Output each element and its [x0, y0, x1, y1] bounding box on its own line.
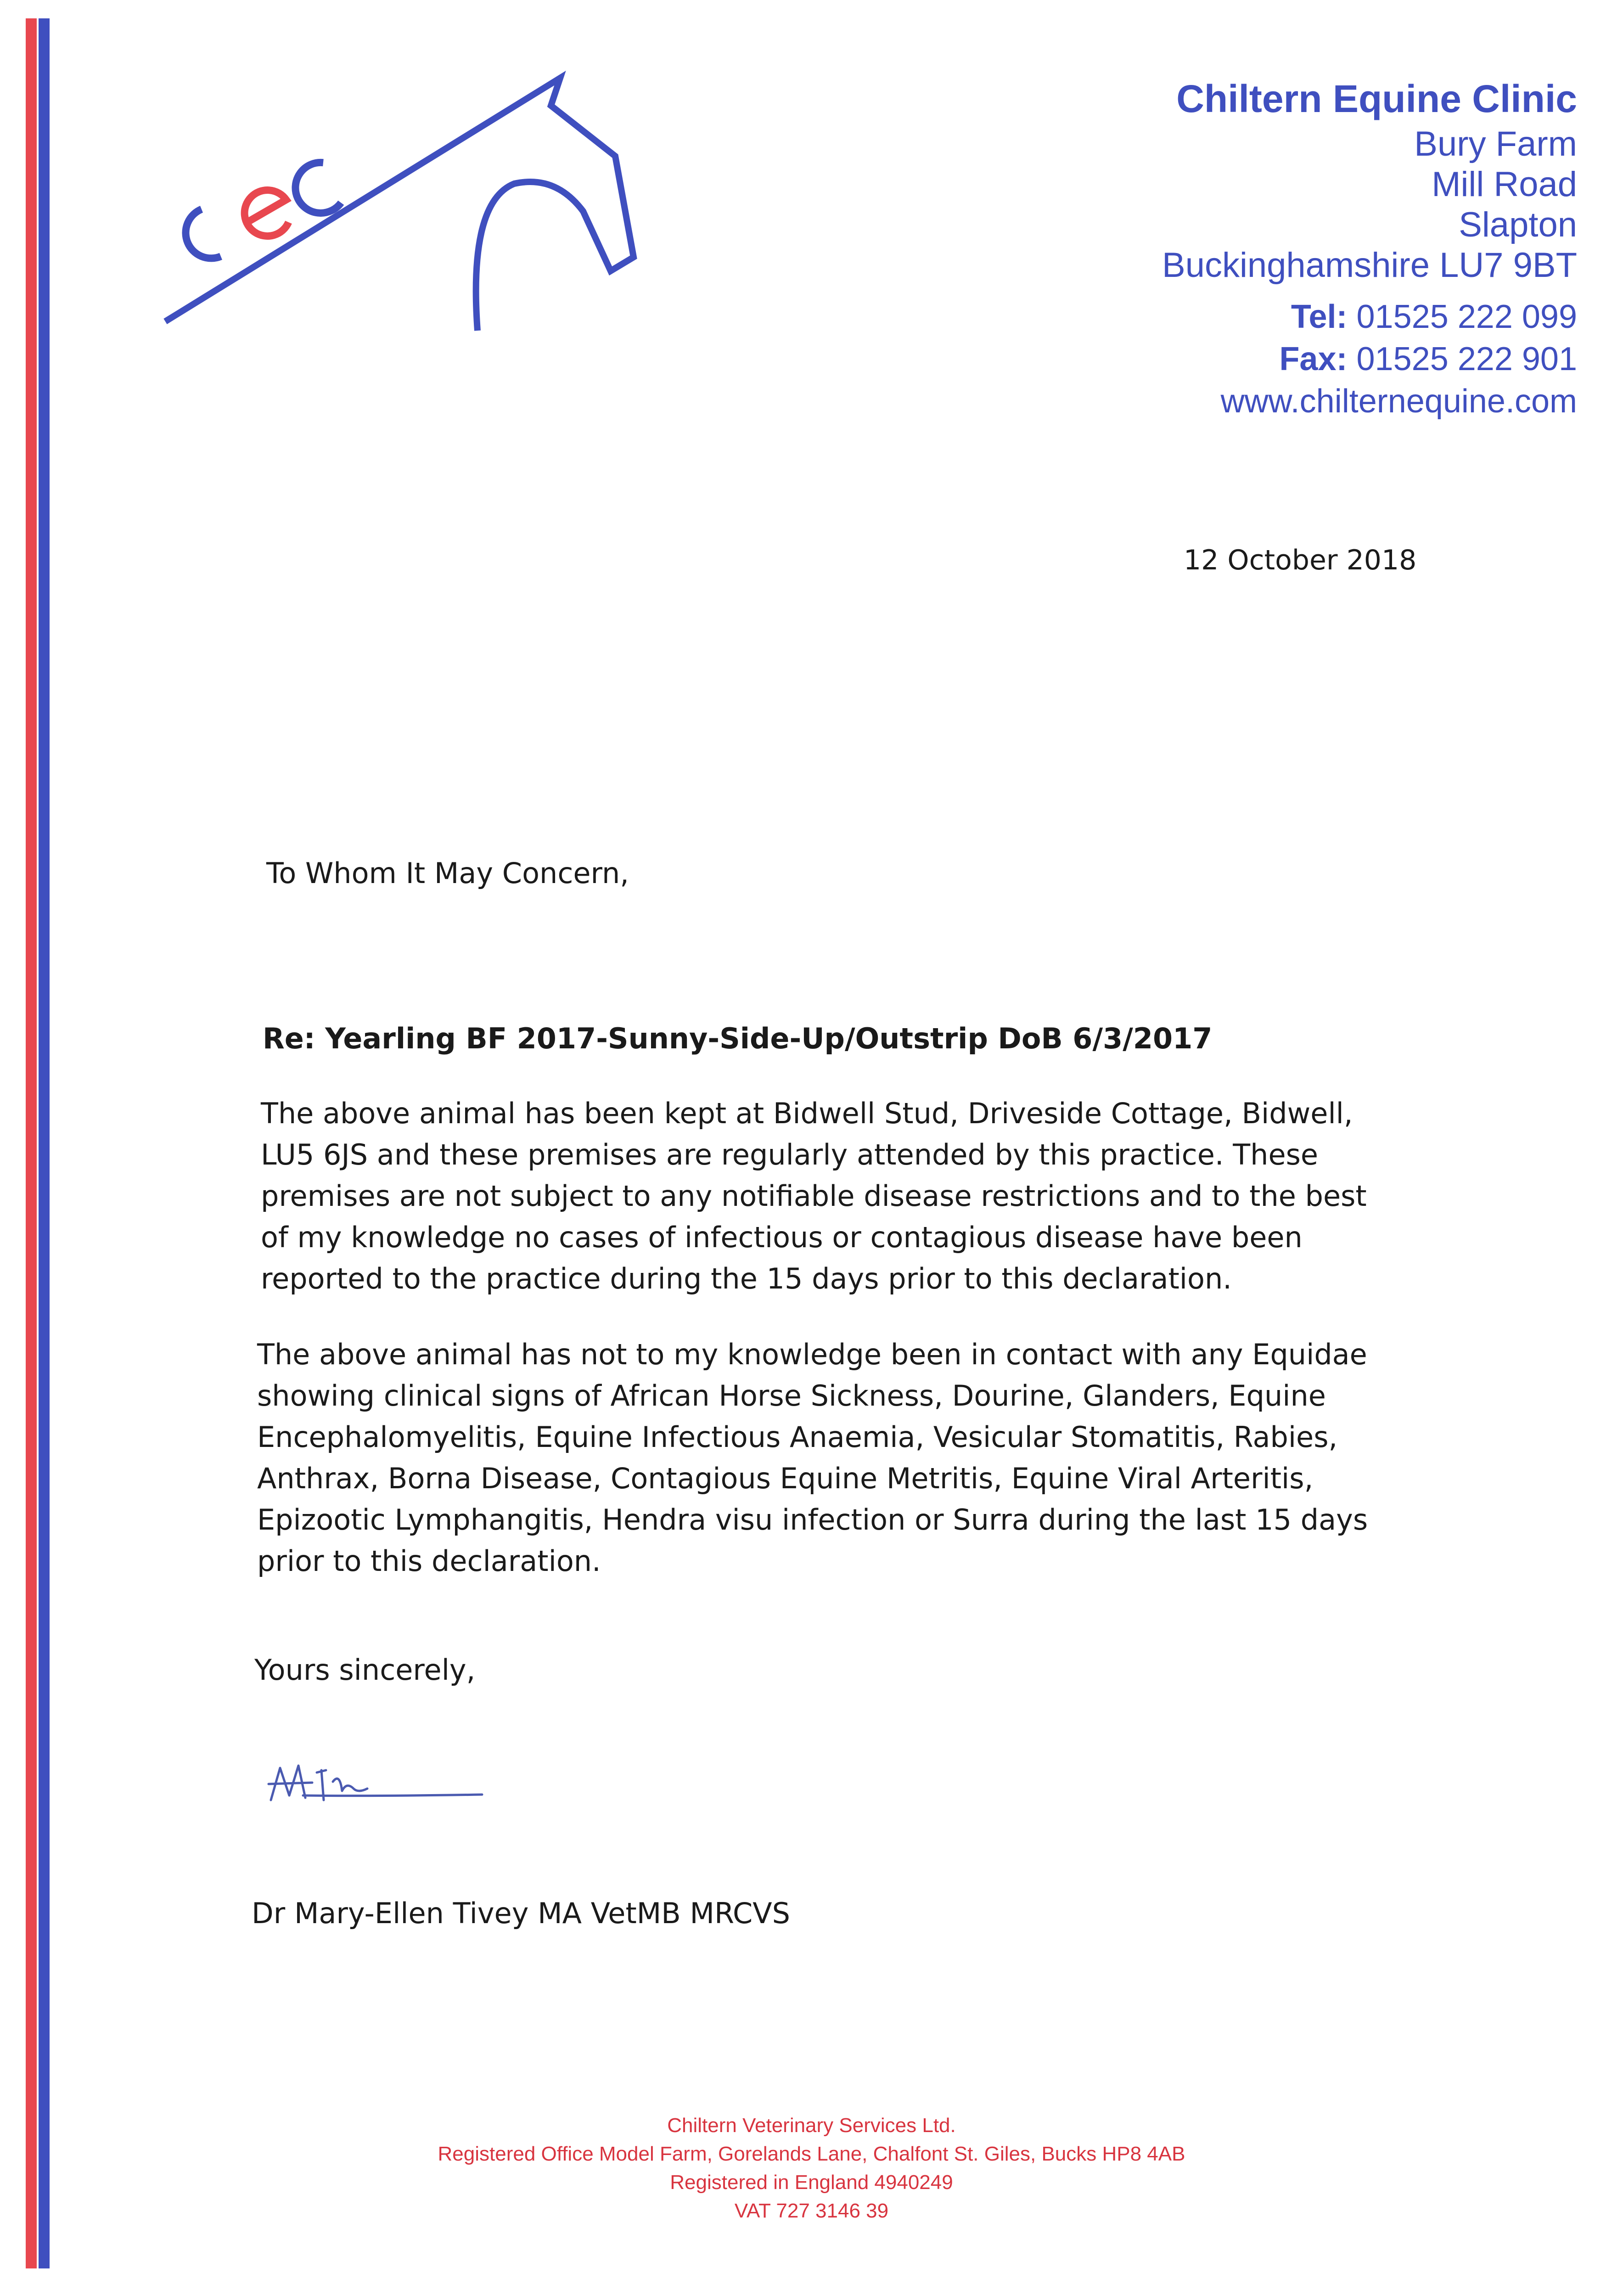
address-line: Bury Farm	[1414, 124, 1577, 163]
cec-horse-logo	[156, 64, 652, 340]
logo-letter-c-left	[176, 209, 227, 267]
footer-line: Chiltern Veterinary Services Ltd.	[667, 2114, 956, 2137]
body-paragraph-2: The above animal has not to my knowledge been in contact with any Equidae showing clinical signs of African Horse Sickness, Dourine, Glanders, Equine Encephalomyelitis, Equine Infectious Anaemia, Vesicular Stomatitis, Rabies, Anthrax, Borna Disease, Contagious Equine Metritis, Equine Viral Arteritis, Epizootic Lymphangitis, Hendra visu infection or Surra during the last 15 days prior to this declaration.	[257, 1338, 1368, 1578]
logo-letter-e	[236, 182, 299, 245]
contact-block	[1162, 296, 1577, 422]
fax-line	[1162, 338, 1577, 380]
footer-line: VAT 727 3146 39	[734, 2200, 889, 2222]
left-blue-stripe	[39, 18, 50, 2268]
address-line: Slapton	[1459, 205, 1577, 244]
footer-line: Registered in England 4940249	[670, 2171, 953, 2194]
closing: Yours sincerely,	[254, 1653, 476, 1687]
website-link[interactable]: www.chilternequine.com	[1220, 383, 1577, 420]
logo-horse-head-icon	[165, 78, 634, 331]
footer-line: Registered Office Model Farm, Gorelands Lane, Chalfont St. Giles, Bucks HP8 4AB	[438, 2143, 1185, 2165]
body-paragraph-1: The above animal has been kept at Bidwell Stud, Driveside Cottage, Bidwell, LU5 6JS and these premises are regularly attended by this practice. These premises are not subject to any notifiable disease restrictions and to the best of my knowledge no cases of infectious or contagious disease have been reported to the practice during the 15 days prior to this declaration.	[261, 1097, 1367, 1295]
letter-date: 12 October 2018	[1184, 544, 1417, 576]
fax-label: Fax:	[1279, 341, 1348, 377]
handwritten-signature	[262, 1745, 500, 1818]
address-line: Buckinghamshire LU7 9BT	[1162, 246, 1577, 285]
tel-line	[1162, 296, 1577, 338]
left-red-stripe	[26, 18, 37, 2268]
tel-label: Tel:	[1291, 298, 1348, 335]
address-line: Mill Road	[1432, 165, 1577, 204]
subject-line: Re: Yearling BF 2017-Sunny-Side-Up/Outstrip DoB 6/3/2017	[263, 1022, 1213, 1055]
fax-number: 01525 222 901	[1356, 341, 1577, 377]
signatory-name: Dr Mary-Ellen Tivey MA VetMB MRCVS	[252, 1896, 791, 1930]
tel-number: 01525 222 099	[1356, 298, 1577, 335]
letterhead	[1162, 73, 1577, 422]
salutation: To Whom It May Concern,	[266, 856, 629, 890]
company-footer	[0, 2111, 1623, 2225]
clinic-name: Chiltern Equine Clinic	[1176, 77, 1577, 120]
